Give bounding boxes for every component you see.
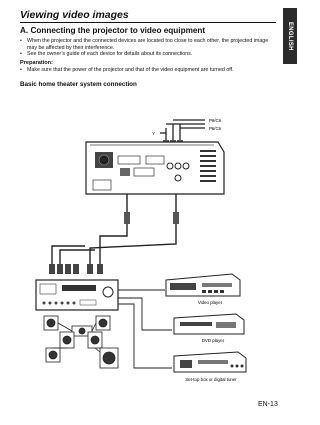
dvd-player <box>174 314 244 334</box>
bullet-icon: • <box>20 67 22 73</box>
pr-label: Pʀ/Cʀ <box>209 118 222 123</box>
pb-label: Pʙ/Cʙ <box>209 126 221 131</box>
bullet-icon: • <box>20 38 22 44</box>
bullet-text: See the owner’s guide of each device for details about its connections. <box>27 51 193 57</box>
bullet-text: Make sure that the power of the projector and that of the video equipment are turned off. <box>27 67 234 73</box>
plug-icon <box>124 212 130 224</box>
section-heading: A. Connecting the projector to video equipment <box>20 26 206 35</box>
page-title: Viewing video images <box>20 9 129 21</box>
video-player-label: Video player <box>197 300 223 305</box>
preparation-heading: Preparation: <box>20 60 53 66</box>
bullet-icon: • <box>20 51 22 57</box>
plug-icon <box>173 212 179 224</box>
tuner-label: Set-top box or digital tuner <box>185 377 237 382</box>
language-tab-label: ENGLISH <box>287 21 293 51</box>
av-amplifier <box>36 280 118 310</box>
page-number: EN-13 <box>258 401 278 408</box>
projector <box>86 142 224 194</box>
bullet-text: When the projector and the connected devices are located too close to each other, the projected image may be affected by their interference. <box>27 38 269 51</box>
audio-cables <box>52 194 176 264</box>
device-connection-lines <box>118 290 172 368</box>
speakers <box>44 316 118 368</box>
set-top-box <box>174 352 246 372</box>
dvd-player-label: DVD player <box>201 338 225 343</box>
sub-heading: Basic home theater system connection <box>20 81 137 88</box>
rca-plugs <box>49 264 103 274</box>
video-player <box>166 274 240 296</box>
y-label: Y <box>152 131 155 136</box>
